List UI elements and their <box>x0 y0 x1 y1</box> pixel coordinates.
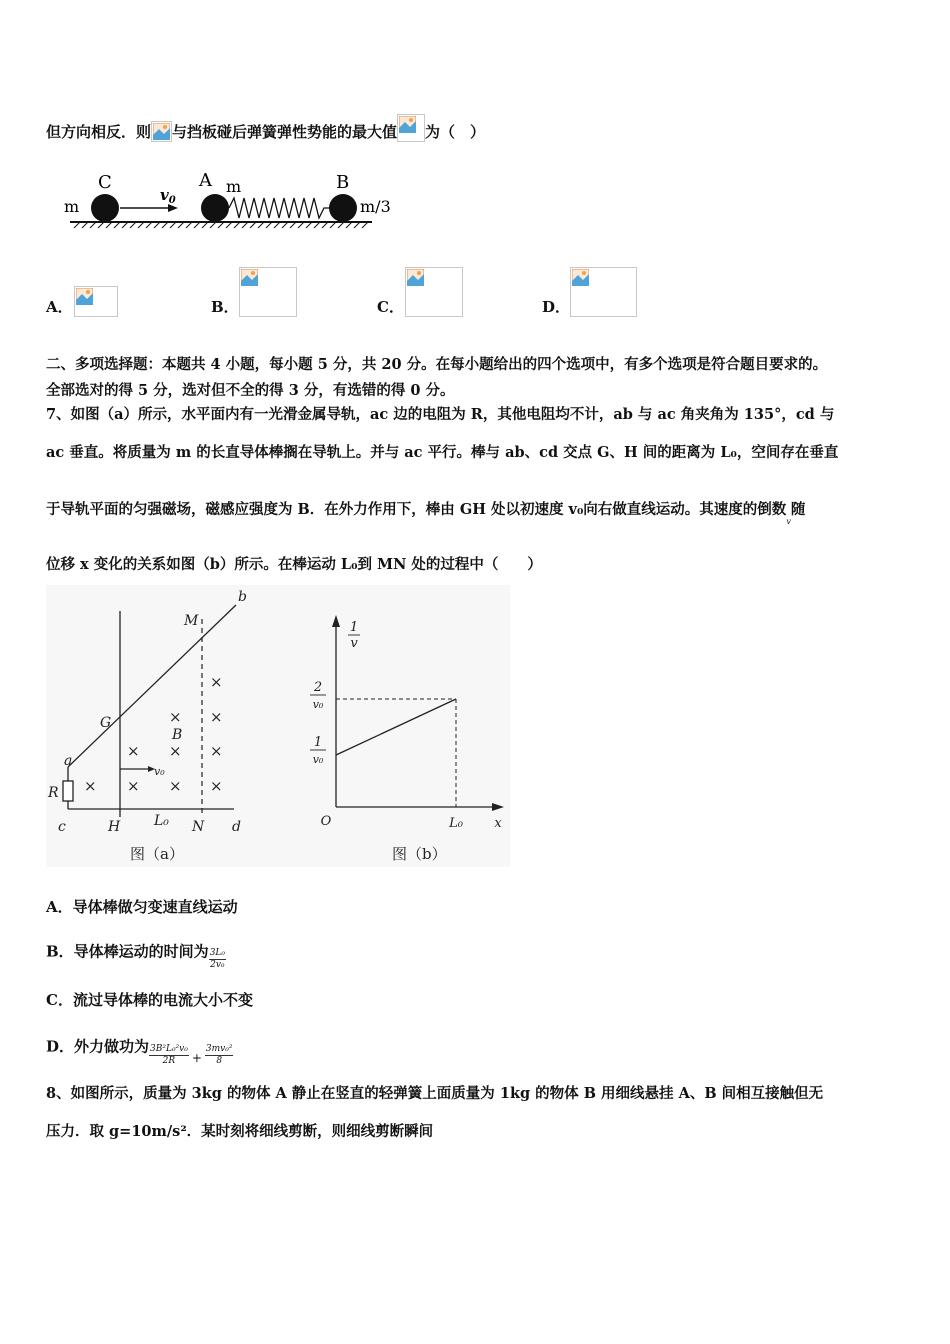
q7-stem-line2: ac 垂直。将质量为 m 的长直导体棒搁在导轨上。并与 ac 平行。棒与 ab、cd 交点 G、H 间的距离为 L₀，空间存在垂直 <box>46 444 839 461</box>
q6-option-d-label[interactable]: D． <box>542 298 571 316</box>
label-v0: v₀ <box>154 765 165 778</box>
q7-option-d-text: D．外力做功为 <box>46 1037 150 1056</box>
broken-image-icon <box>153 123 170 140</box>
ball-b-mass: m/3 <box>360 197 391 216</box>
label-l0: L₀ <box>154 813 169 829</box>
ball-b <box>329 194 357 222</box>
broken-image-icon <box>241 269 258 286</box>
figure-a-background <box>46 585 296 867</box>
label-field-b: B <box>172 727 183 743</box>
q7-option-b-text: B．导体棒运动的时间为 <box>46 942 209 961</box>
q6-option-c-label[interactable]: C． <box>377 298 404 316</box>
q7-stem-line3-text: 于导轨平面的匀强磁场，磁感应强度为 B．在外力作用下，棒由 GH 处以初速度 v₀向右做直线运动。其速度的倒数 <box>46 501 787 518</box>
ball-a <box>201 194 229 222</box>
svg-text:×: × <box>210 708 223 726</box>
q7-option-b-fraction: $\frac{\text{3L₀}}{\text{2v₀}}$ <box>209 948 225 970</box>
q7-stem-line3 <box>46 494 805 526</box>
ball-a-label: A <box>199 170 212 191</box>
q7-figure-a <box>46 585 296 867</box>
ball-c-label: C <box>98 172 112 193</box>
tick-bottom-num: 1 <box>313 735 323 750</box>
ball-b-label: B <box>336 172 350 193</box>
spring <box>229 198 330 218</box>
figure-a-caption: 图（a） <box>130 845 184 863</box>
q6-stem-line <box>46 114 485 142</box>
ball-c <box>91 194 119 222</box>
label-d: d <box>232 819 241 835</box>
q7-option-d[interactable] <box>46 1028 233 1067</box>
q6-option-d-image[interactable] <box>570 267 637 317</box>
ball-c-mass: m <box>64 197 80 216</box>
figure-b-caption: 图（b） <box>392 845 447 863</box>
x-tick-l0: L₀ <box>449 816 463 831</box>
q7-stem-line4: 位移 x 变化的关系如图（b）所示。在棒运动 L₀到 MN 处的过程中（ ） <box>46 556 542 573</box>
svg-text:×: × <box>84 777 97 795</box>
x-axis-label: x <box>494 816 502 831</box>
svg-text:×: × <box>169 742 182 760</box>
q7-option-b[interactable] <box>46 934 226 971</box>
label-h: H <box>108 819 121 835</box>
q6-option-b-label[interactable]: B． <box>211 298 239 316</box>
q7-option-d-plus: + <box>191 1050 202 1065</box>
q6-option-a-label[interactable]: A． <box>46 298 73 316</box>
q7-option-c[interactable]: C．流过导体棒的电流大小不变 <box>46 991 253 1009</box>
q6-stem-part2: 与挡板碰后弹簧弹性势能的最大值 <box>172 123 398 141</box>
label-r: R <box>48 785 59 801</box>
missing-formula-image <box>397 114 425 142</box>
label-a: a <box>64 753 73 769</box>
origin-label: O <box>320 814 332 829</box>
broken-image-icon <box>407 269 424 286</box>
broken-image-icon <box>76 288 93 305</box>
broken-image-icon <box>399 116 416 133</box>
svg-text:×: × <box>127 777 140 795</box>
svg-text:×: × <box>127 742 140 760</box>
section2-heading-line2: 全部选对的得 5 分，选对但不全的得 3 分，有选错的得 0 分。 <box>46 382 455 399</box>
tick-top-num: 2 <box>313 680 323 695</box>
q6-option-a-image[interactable] <box>74 286 118 317</box>
q6-option-b-image[interactable] <box>239 267 297 317</box>
velocity-label: $v_0$ <box>160 186 176 206</box>
q7-option-d-fraction-1: $\frac{\text{3B²L₀²v₀}}{2R}$ <box>150 1044 188 1066</box>
q7-figure-b <box>296 585 510 867</box>
q7-option-a[interactable]: A．导体棒做匀变速直线运动 <box>46 898 238 916</box>
label-g: G <box>100 715 112 731</box>
q6-option-c-image[interactable] <box>405 267 463 317</box>
q6-stem-part3: 为（ ） <box>425 123 486 141</box>
y-axis-label-num: 1 <box>349 620 359 635</box>
tick-bottom-den: v₀ <box>312 753 324 766</box>
q7-stem-line1: 7、如图（a）所示，水平面内有一光滑金属导轨，ac 边的电阻为 R，其他电阻均不计，ab 与 ac 角夹角为 135°，cd 与 <box>46 406 835 423</box>
q7-inline-fraction: v <box>786 517 791 526</box>
svg-text:×: × <box>210 742 223 760</box>
q6-figure-spring-balls <box>60 168 410 234</box>
broken-image-icon <box>572 269 589 286</box>
q8-stem-line2: 压力．取 g=10m/s²．某时刻将细线剪断，则细线剪断瞬间 <box>46 1123 434 1140</box>
section2-heading-line1: 二、多项选择题：本题共 4 小题，每小题 5 分，共 20 分。在每小题给出的四个选项中，有多个选项是符合题目要求的。 <box>46 356 828 373</box>
svg-text:×: × <box>169 708 182 726</box>
q7-stem-line3-tail: 随 <box>790 501 806 518</box>
y-axis-label-den: v <box>350 636 358 651</box>
q7-option-d-fraction-2: $\frac{\text{3mv₀²}}{8}$ <box>205 1044 233 1066</box>
label-b: b <box>238 589 247 605</box>
q6-stem-part1: 但方向相反．则 <box>46 123 152 141</box>
label-n: N <box>192 819 205 835</box>
label-m: M <box>184 613 199 629</box>
resistor-r <box>63 781 73 801</box>
ball-a-mass: m <box>226 177 242 196</box>
svg-text:×: × <box>169 777 182 795</box>
missing-formula-image <box>151 121 172 142</box>
tick-top-den: v₀ <box>312 698 324 711</box>
label-c: c <box>58 819 66 835</box>
q8-stem-line1: 8、如图所示，质量为 3kg 的物体 A 静止在竖直的轻弹簧上面质量为 1kg 的物体 B 用细线悬挂 A、B 间相互接触但无 <box>46 1085 824 1102</box>
svg-text:×: × <box>210 777 223 795</box>
svg-text:×: × <box>210 673 223 691</box>
